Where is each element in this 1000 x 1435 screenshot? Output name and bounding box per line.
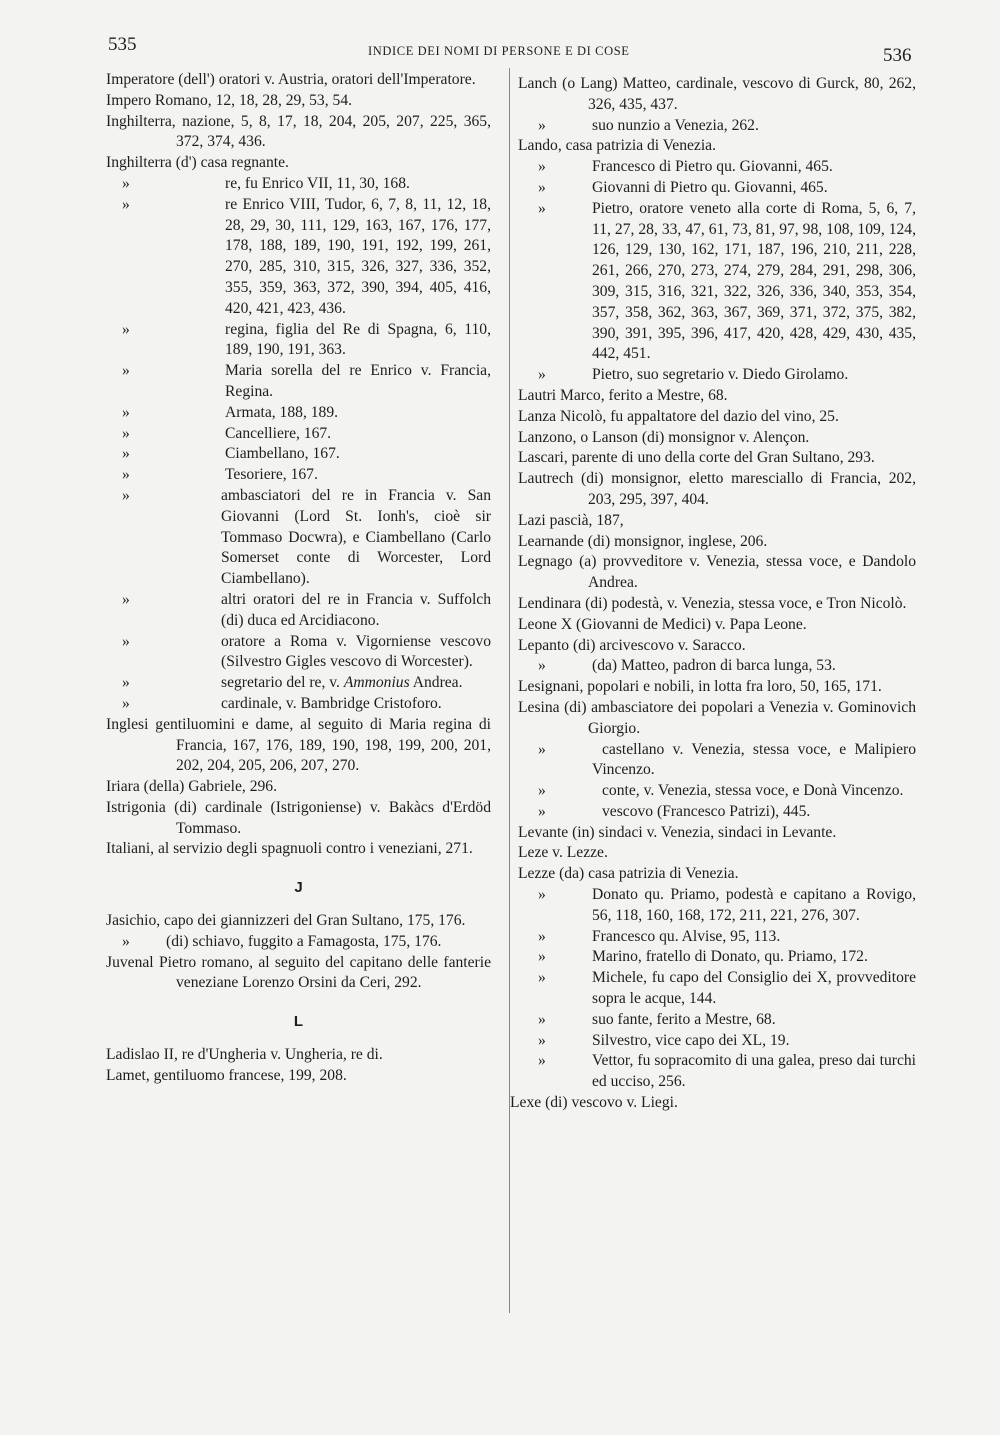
index-entry: Leze v. Lezze. <box>518 844 608 862</box>
ditto-mark: » <box>122 466 130 484</box>
index-subentry <box>106 195 491 320</box>
ditto-mark: » <box>122 932 130 950</box>
ditto-mark: » <box>122 362 130 380</box>
subentry-text: Giovanni di Pietro qu. Giovanni, 465. <box>592 178 828 196</box>
index-subentry <box>518 927 916 948</box>
index-subentry <box>518 1051 916 1093</box>
subentry-text: conte, v. Venezia, stessa voce, e Donà Vincenzo. <box>602 782 904 800</box>
index-entry: Lascari, parente di uno della corte del Gran Sultano, 293. <box>518 449 875 467</box>
ditto-mark: » <box>538 657 546 675</box>
ditto-mark: » <box>538 886 546 904</box>
letter-heading-l: L <box>293 1013 304 1031</box>
index-subentry <box>518 656 916 677</box>
index-entry: Lexe (di) vescovo v. Liegi. <box>510 1094 678 1112</box>
index-subentry <box>106 694 491 715</box>
index-subentry <box>518 740 916 782</box>
subentry-text: re Enrico VIII, Tudor, 6, 7, 8, 11, 12, 18, 28, 29, 30, 111, 129, 163, 167, 176, 177, 178, 188, 189, 190, 191, 192, 199, 261, 270, 285, 310, 315, 326, 327, 336, 352, 355, 359, 363, 372, 390, 394, 405, 416, 420, 421, 423, 436. <box>225 195 491 317</box>
subentry-text: castellano v. Venezia, stessa voce, e Malipiero Vincenzo. <box>592 740 916 779</box>
index-subentry <box>106 486 491 590</box>
index-subentry <box>518 947 916 968</box>
subentry-text: ambasciatori del re in Francia v. San Giovanni (Lord St. Ionh's, cioè sir Tommaso Docwra), e Ciambellano (Carlo Somerset conte di Worcester, Lord Ciambellano). <box>221 486 491 588</box>
column-divider <box>509 68 510 1313</box>
index-entry: Levante (in) sindaci v. Venezia, sindaci in Levante. <box>518 823 837 841</box>
subentry-text: regina, figlia del Re di Spagna, 6, 110, 189, 190, 191, 363. <box>225 320 491 359</box>
index-subentry <box>106 632 491 674</box>
index-entry: Istrigonia (di) cardinale (Istrigoniense) v. Bakàcs d'Erdöd Tommaso. <box>106 798 491 837</box>
index-subentry <box>518 781 916 802</box>
ditto-mark: » <box>538 927 546 945</box>
index-subentry <box>106 361 491 403</box>
index-entry: Lanch (o Lang) Matteo, cardinale, vescovo di Gurck, 80, 262, 326, 435, 437. <box>518 75 916 113</box>
ditto-mark: » <box>538 948 546 966</box>
ditto-mark: » <box>538 178 546 196</box>
ditto-mark: » <box>538 802 546 820</box>
subentry-text: cardinale, v. Bambridge Cristoforo. <box>221 694 442 712</box>
subentry-text: Donato qu. Priamo, podestà e capitano a Rovigo, 56, 118, 160, 168, 172, 211, 221, 276, 307. <box>592 886 916 924</box>
index-subentry <box>518 1031 916 1052</box>
ditto-mark: » <box>538 366 546 384</box>
ditto-mark: » <box>538 116 546 134</box>
index-subentry <box>106 673 491 694</box>
subentry-text: Tesoriere, 167. <box>225 466 318 484</box>
index-subentry <box>106 424 491 445</box>
index-entry: Lesignani, popolari e nobili, in lotta fra loro, 50, 165, 171. <box>518 678 882 696</box>
subentry-text: segretario del re, v. <box>221 674 344 692</box>
subentry-text: suo nunzio a Venezia, 262. <box>592 116 759 134</box>
index-subentry <box>106 403 491 424</box>
ditto-mark: » <box>538 1010 546 1028</box>
subentry-text: Francesco di Pietro qu. Giovanni, 465. <box>592 158 833 176</box>
running-head: INDICE DEI NOMI DI PERSONE E DI COSE <box>368 44 630 58</box>
right-page-number: 536 <box>883 45 912 66</box>
index-entry: Lezze (da) casa patrizia di Venezia. <box>518 865 739 883</box>
subentry-text: Michele, fu capo del Consiglio dei X, provveditore sopra le acque, 144. <box>592 969 916 1008</box>
index-entry: Lautrech (di) monsignor, eletto maresciallo di Francia, 202, 203, 295, 397, 404. <box>518 470 916 508</box>
ditto-mark: » <box>538 1031 546 1049</box>
index-entry: Inghilterra, nazione, 5, 8, 17, 18, 204, 205, 207, 225, 365, 372, 374, 436. <box>106 112 491 151</box>
ditto-mark: » <box>122 486 130 504</box>
subentry-text: Silvestro, vice capo dei XL, 19. <box>592 1031 790 1049</box>
subentry-text: Marino, fratello di Donato, qu. Priamo, 172. <box>592 948 868 966</box>
letter-heading-j: J <box>294 879 303 897</box>
ditto-mark: » <box>122 174 130 192</box>
index-subentry <box>518 178 916 199</box>
subentry-text: suo fante, ferito a Mestre, 68. <box>592 1010 776 1028</box>
left-page-number: 535 <box>108 34 137 55</box>
subentry-text: re, fu Enrico VII, 11, 30, 168. <box>225 174 410 192</box>
index-entry: Lazi pascià, 187, <box>518 511 624 529</box>
index-subentry <box>518 1010 916 1031</box>
ditto-mark: » <box>122 694 130 712</box>
ditto-mark: » <box>122 445 130 463</box>
page-header <box>0 0 1000 70</box>
index-entry: Lendinara (di) podestà, v. Venezia, stessa voce, e Tron Nicolò. <box>518 594 907 612</box>
index-subentry <box>518 802 916 823</box>
subentry-text: Andrea. <box>409 674 463 692</box>
subentry-text: Pietro, suo segretario v. Diedo Girolamo. <box>592 366 849 384</box>
index-entry: Inglesi gentiluomini e dame, al seguito di Maria regina di Francia, 167, 176, 189, 190, 198, 199, 200, 201, 202, 204, 205, 206, 207, 270. <box>106 715 491 775</box>
subentry-text: Francesco qu. Alvise, 95, 113. <box>592 927 781 945</box>
index-entry: Impero Romano, 12, 18, 28, 29, 53, 54. <box>106 91 353 109</box>
index-entry: Legnago (a) provveditore v. Venezia, stessa voce, e Dandolo Andrea. <box>518 553 916 592</box>
subentry-text: Maria sorella del re Enrico v. Francia, Regina. <box>225 362 491 400</box>
ditto-mark: » <box>122 320 130 338</box>
index-entry: Inghilterra (d') casa regnante. <box>106 154 289 172</box>
index-entry: Leone X (Giovanni de Medici) v. Papa Leone. <box>518 615 807 633</box>
index-entry: Learnande (di) monsignor, inglese, 206. <box>518 532 768 550</box>
index-subentry <box>106 174 491 195</box>
index-entry: Lanza Nicolò, fu appaltatore del dazio del vino, 25. <box>518 407 839 425</box>
subentry-text: (di) schiavo, fuggito a Famagosta, 175, 176. <box>166 932 442 950</box>
subentry-text: altri oratori del re in Francia v. Suffolch (di) duca ed Arcidiacono. <box>221 590 491 629</box>
ditto-mark: » <box>122 590 130 608</box>
index-entry: Juvenal Pietro romano, al seguito del capitano delle fanterie veneziane Lorenzo Orsini da Ceri, 292. <box>106 953 491 992</box>
ditto-mark: » <box>538 969 546 987</box>
ditto-mark: » <box>538 199 546 217</box>
index-subentry <box>106 444 491 465</box>
index-subentry <box>106 590 491 632</box>
subentry-italic: Ammonius <box>343 674 410 692</box>
index-entry: Italiani, al servizio degli spagnuoli contro i veneziani, 271. <box>106 840 473 858</box>
subentry-text: oratore a Roma v. Vigorniense vescovo (Silvestro Gigles vescovo di Worcester). <box>221 632 491 671</box>
index-subentry <box>518 968 916 1010</box>
ditto-mark: » <box>122 424 130 442</box>
index-subentry <box>518 116 916 137</box>
index-subentry <box>106 465 491 486</box>
subentry-text: Armata, 188, 189. <box>225 403 339 421</box>
index-entry: Iriara (della) Gabriele, 296. <box>106 778 278 796</box>
ditto-mark: » <box>122 674 130 692</box>
index-entry: Lepanto (di) arcivescovo v. Saracco. <box>518 636 746 654</box>
index-subentry <box>518 157 916 178</box>
index-subentry <box>518 365 916 386</box>
subentry-text: vescovo (Francesco Patrizi), 445. <box>602 802 811 820</box>
index-entry: Imperatore (dell') oratori v. Austria, oratori dell'Imperatore. <box>106 71 476 88</box>
subentry-text: Cancelliere, 167. <box>225 424 332 442</box>
index-subentry <box>106 320 491 362</box>
subentry-text: Ciambellano, 167. <box>225 445 340 463</box>
ditto-mark: » <box>538 158 546 176</box>
subentry-text: Pietro, oratore veneto alla corte di Roma, 5, 6, 7, 11, 27, 28, 33, 47, 61, 73, 81, 97, 98, 108, 109, 124, 126, 129, 130, 162, 171, 187, 196, 210, 211, 228, 261, 266, 270, 273, 274, 279, 284, 291, 298, 306, 309, 315, 316, 321, 322, 326, 336, 340, 353, 354, 357, 358, 362, 363, 367, 369, 371, 372, 375, 382, 390, 391, 395, 396, 417, 420, 428, 429, 430, 435, 442, 451. <box>592 199 916 363</box>
index-entry: Jasichio, capo dei giannizzeri del Gran Sultano, 175, 176. <box>106 912 466 930</box>
ditto-mark: » <box>538 740 546 758</box>
index-entry: Ladislao II, re d'Ungheria v. Ungheria, re di. <box>106 1046 383 1064</box>
subentry-text: Vettor, fu sopracomito di una galea, preso dai turchi ed ucciso, 256. <box>592 1052 916 1091</box>
index-entry: Lautri Marco, ferito a Mestre, 68. <box>518 386 728 404</box>
ditto-mark: » <box>122 195 130 213</box>
index-subentry <box>518 199 916 365</box>
ditto-mark: » <box>538 1052 546 1070</box>
left-column <box>106 70 491 1087</box>
index-entry: Lesina (di) ambasciatore dei popolari a Venezia v. Gominovich Giorgio. <box>518 698 916 737</box>
right-column <box>510 74 916 1114</box>
ditto-mark: » <box>538 782 546 800</box>
index-entry: Lando, casa patrizia di Venezia. <box>518 137 717 155</box>
ditto-mark: » <box>122 632 130 650</box>
index-subentry <box>106 932 491 953</box>
ditto-mark: » <box>122 403 130 421</box>
subentry-text: (da) Matteo, padron di barca lunga, 53. <box>592 657 836 675</box>
index-subentry <box>518 885 916 927</box>
index-entry: Lanzono, o Lanson (di) monsignor v. Alençon. <box>518 428 810 446</box>
index-entry: Lamet, gentiluomo francese, 199, 208. <box>106 1066 347 1084</box>
